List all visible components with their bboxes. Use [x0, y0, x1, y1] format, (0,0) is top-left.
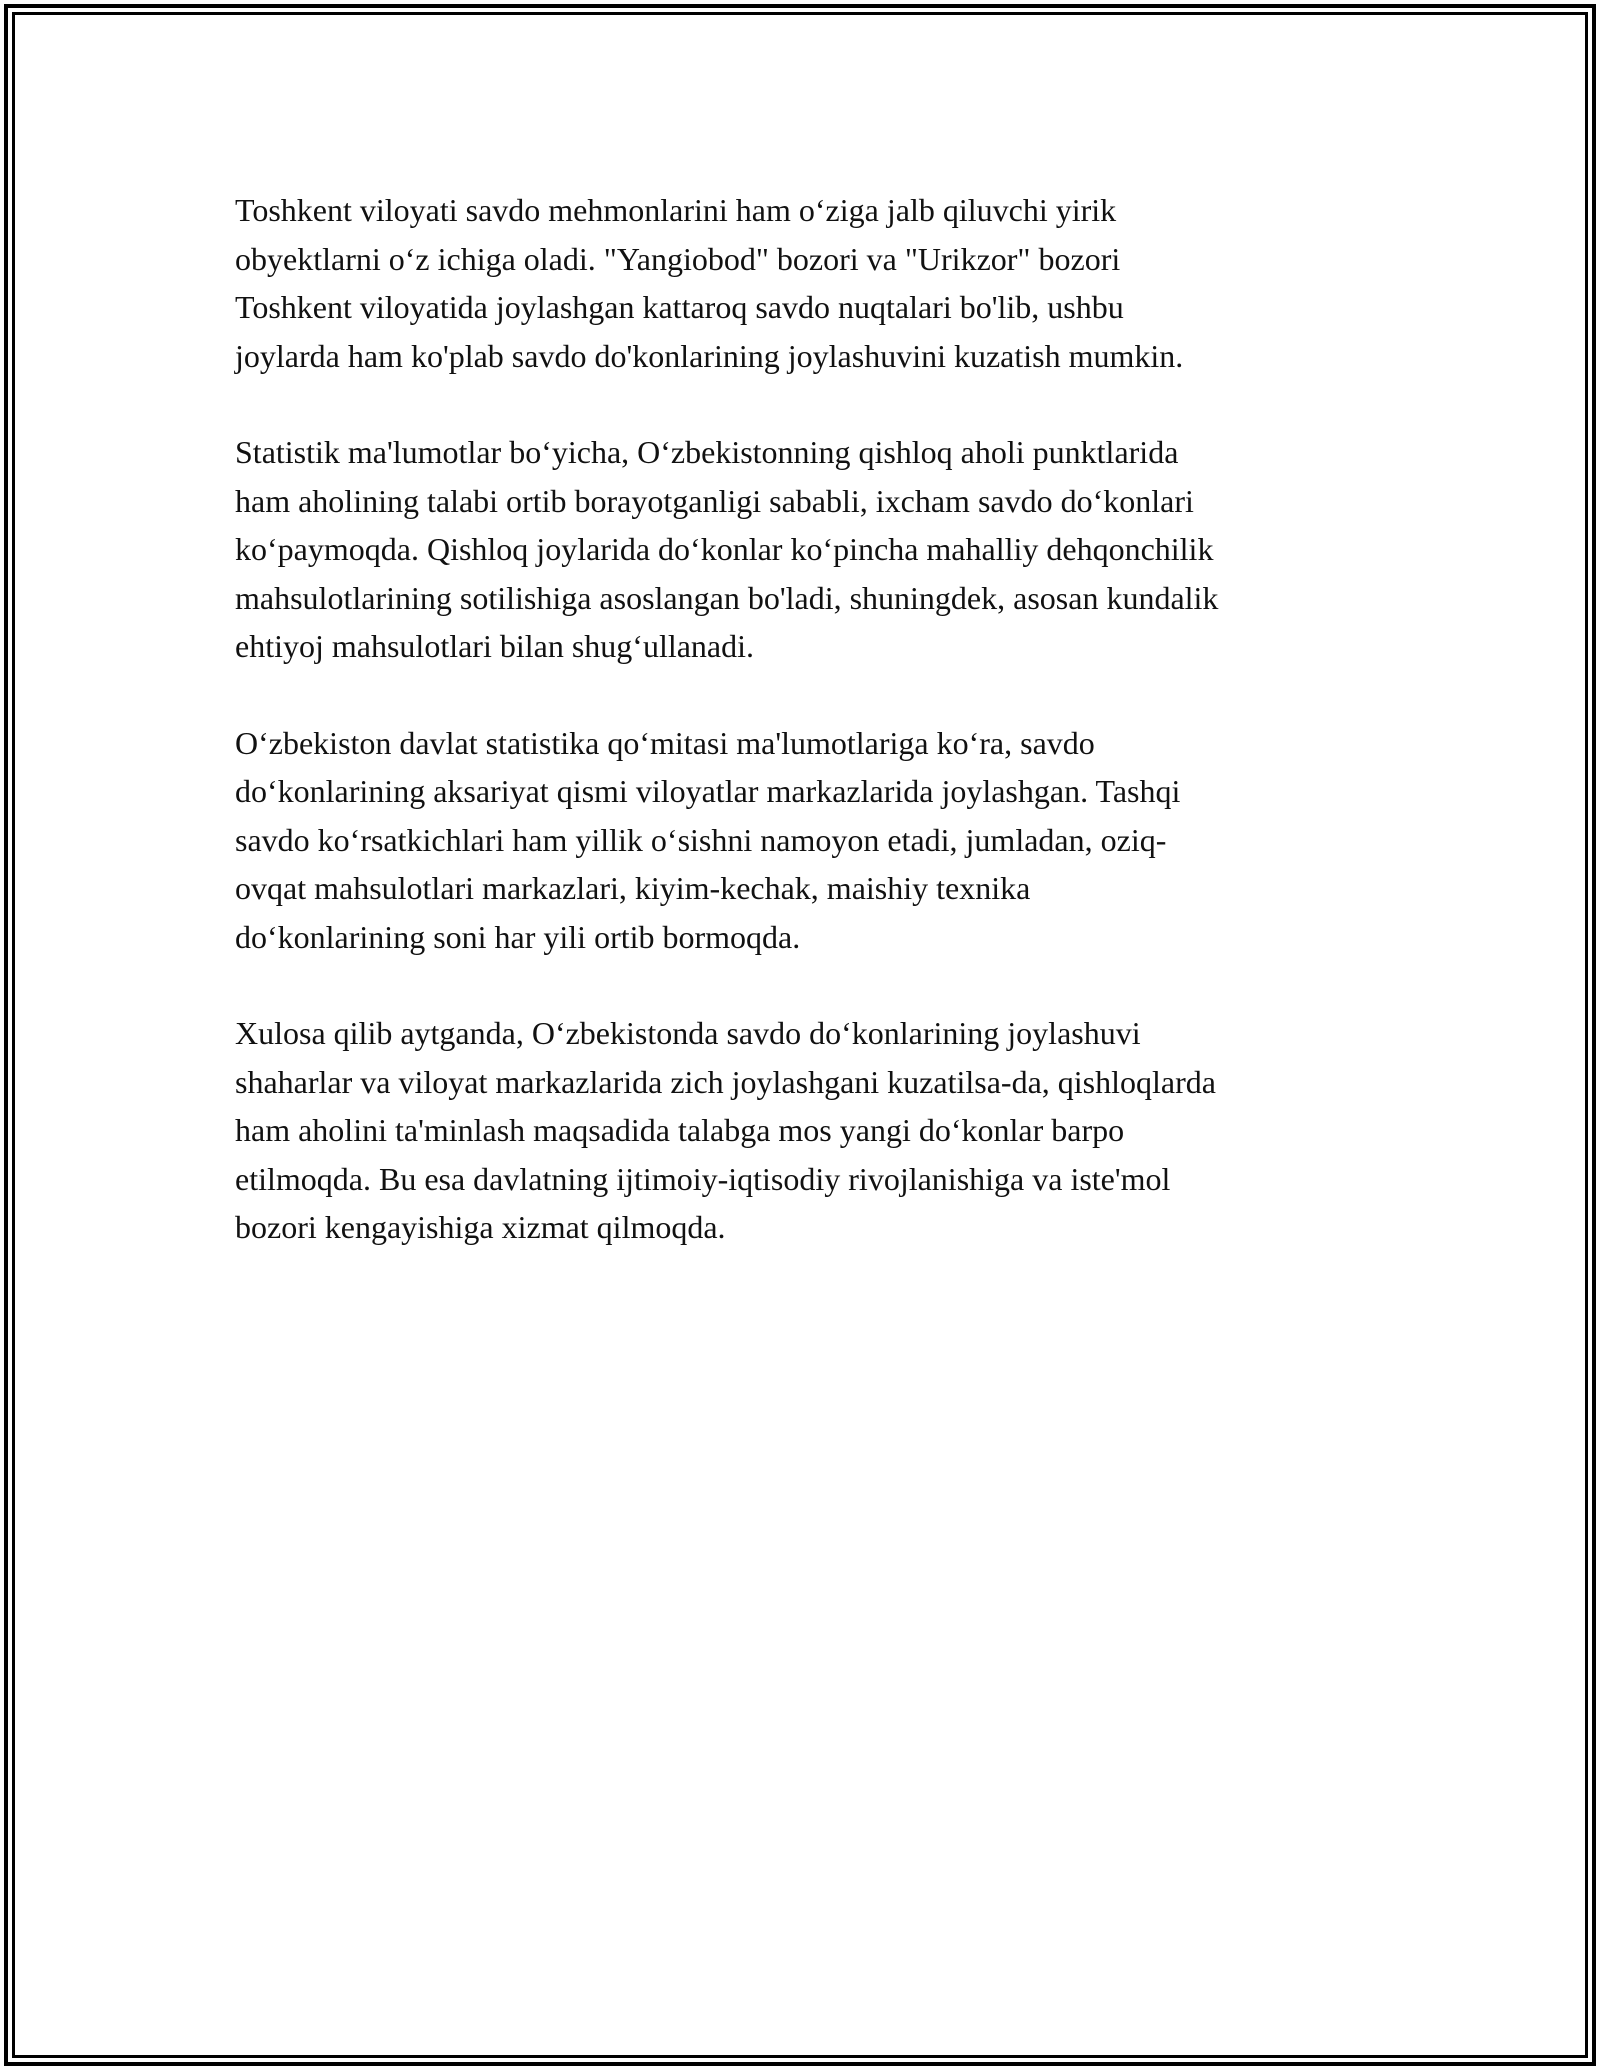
paragraph-toshkent-viloyati: Toshkent viloyati savdo mehmonlarini ham o‘ziga jalb qiluvchi yirik obyektlarni o‘z ichiga oladi. "Yangiobod" bozori va "Urikzor" bozori Toshkent viloyatida joylashgan kattaroq savdo nuqtalari bo'lib, ushbu joylarda ham ko'plab savdo do'konlarining joylashuvini kuzatish mumkin.: [235, 192, 1184, 374]
paragraph-xulosa: Xulosa qilib aytganda, O‘zbekistonda savdo do‘konlarining joylashuvi shaharlar va viloyat markazlarida zich joylashgani kuzatilsa-da, qishloqlarda ham aholini ta'minlash maqsadida talabga mos yangi do‘konlar barpo etilmoqda. Bu esa davlatning ijtimoiy-iqtisodiy rivojlanishiga va iste'mol bozori kengayishiga xizmat qilmoqda.: [235, 1015, 1216, 1245]
document-body: [235, 186, 1375, 1300]
paragraph-davlat-statistika: O‘zbekiston davlat statistika qo‘mitasi ma'lumotlariga ko‘ra, savdo do‘konlarining aksariyat qismi viloyatlar markazlarida joylashgan. Tashqi savdo ko‘rsatkichlari ham yillik o‘sishni namoyon etadi, jumladan, oziq- ovqat mahsulotlari markazlari, kiyim-kechak, maishiy texnika do‘konlarining soni har yili ortib bormoqda.: [235, 724, 1181, 955]
paragraph-statistik-malumotlar: Statistik ma'lumotlar bo‘yicha, O‘zbekistonning qishloq aholi punktlarida ham aholining talabi ortib borayotganligi sababli, ixcham savdo do‘konlari ko‘paymoqda. Qishloq joylarida do‘konlar ko‘pincha mahalliy dehqonchilik mahsulotlarining sotilishiga asoslangan bo'ladi, shuningdek, asosan kundalik ehtiyoj mahsulotlari bilan shug‘ullanadi.: [235, 434, 1219, 664]
